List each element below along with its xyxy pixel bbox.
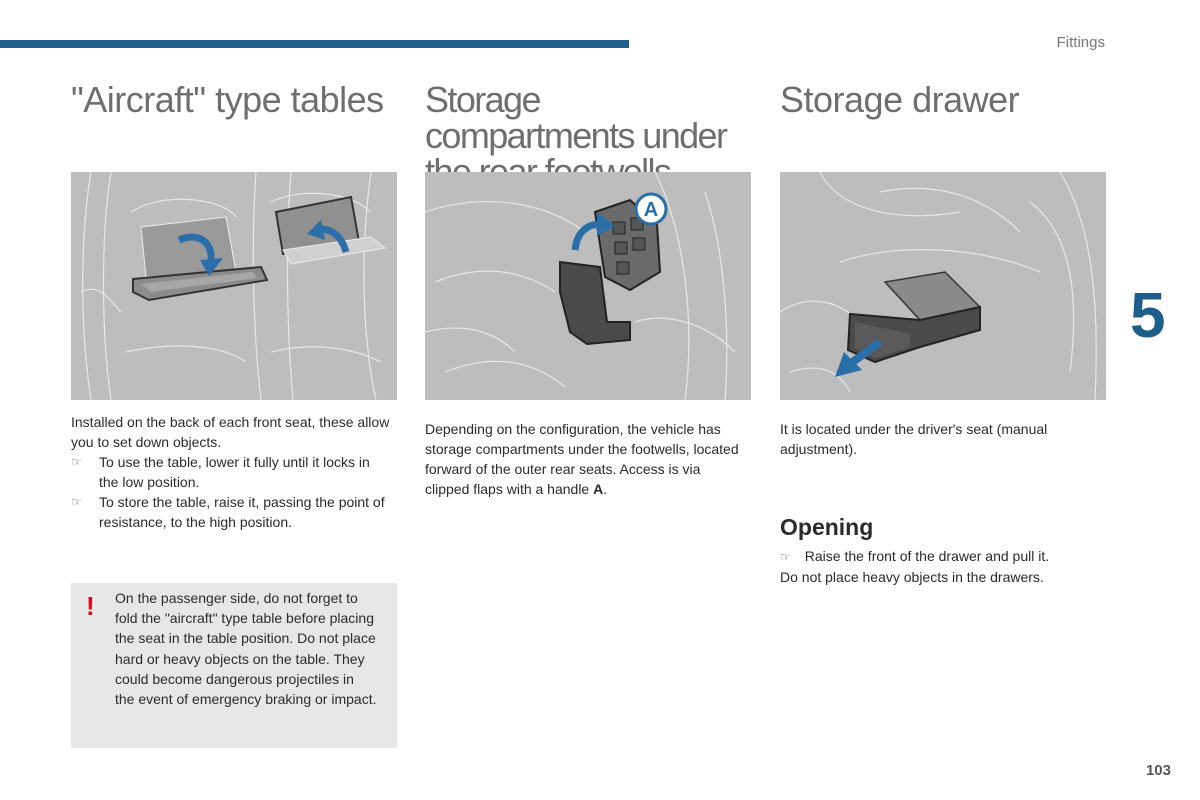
section-title: Storage compartments under (425, 79, 727, 156)
callout-label-a: A (643, 199, 659, 221)
bullet-text: To use the table, lower it fully until it locks in the low position. (99, 454, 370, 490)
pointer-icon: ☞ (780, 550, 791, 564)
pointer-icon: ☞ (71, 495, 82, 509)
body-text (71, 412, 391, 532)
list-item (71, 452, 391, 492)
body-text-end: . (603, 481, 608, 497)
pointer-icon: ☞ (71, 455, 82, 469)
aircraft-table-illustration (71, 172, 397, 400)
section-label: Fittings (1056, 34, 1105, 51)
body-text: It is located under the driver's seat (manual adjustment). (780, 421, 1048, 457)
bullet-text: Raise the front of the drawer and pull it. (804, 548, 1050, 564)
section-title: Storage drawer (780, 79, 1020, 120)
section-title: "Aircraft" type tables (71, 79, 384, 120)
column-aircraft-tables (71, 79, 397, 530)
page-number: 103 (1145, 762, 1171, 779)
header-bar (0, 40, 629, 48)
subheading-opening: Opening (780, 514, 874, 540)
warning-box (71, 583, 397, 748)
chapter-number: 5 (1130, 279, 1166, 351)
list-item (71, 492, 391, 532)
column-storage-drawer (780, 79, 1106, 585)
body-text-main: Depending on the configuration, the vehicle has storage compartments under the footwells, located forward of the outer rear seats. Access is via clipped flaps with a handle (425, 421, 739, 497)
intro-text: Installed on the back of each front seat, these allow you to set down objects. (71, 414, 390, 450)
handle-label: A (593, 481, 604, 497)
footwell-compartment-illustration (425, 172, 751, 400)
body-text (425, 419, 745, 499)
warning-icon: ! (86, 591, 95, 621)
note-text: Do not place heavy objects in the drawers. (780, 569, 1044, 585)
column-storage-compartments (425, 79, 751, 497)
bullet-text: To store the table, raise it, passing the point of resistance, to the high position. (99, 494, 385, 530)
warning-text: On the passenger side, do not forget to fold the "aircraft" type table before placing the seat in the table position. Do not place hard or heavy objects on the table. They could become dangerous projectiles in the event of emergency braking or impact. (115, 590, 377, 708)
list-item (780, 546, 1100, 567)
opening-text (780, 546, 1100, 587)
storage-drawer-illustration (780, 172, 1106, 400)
